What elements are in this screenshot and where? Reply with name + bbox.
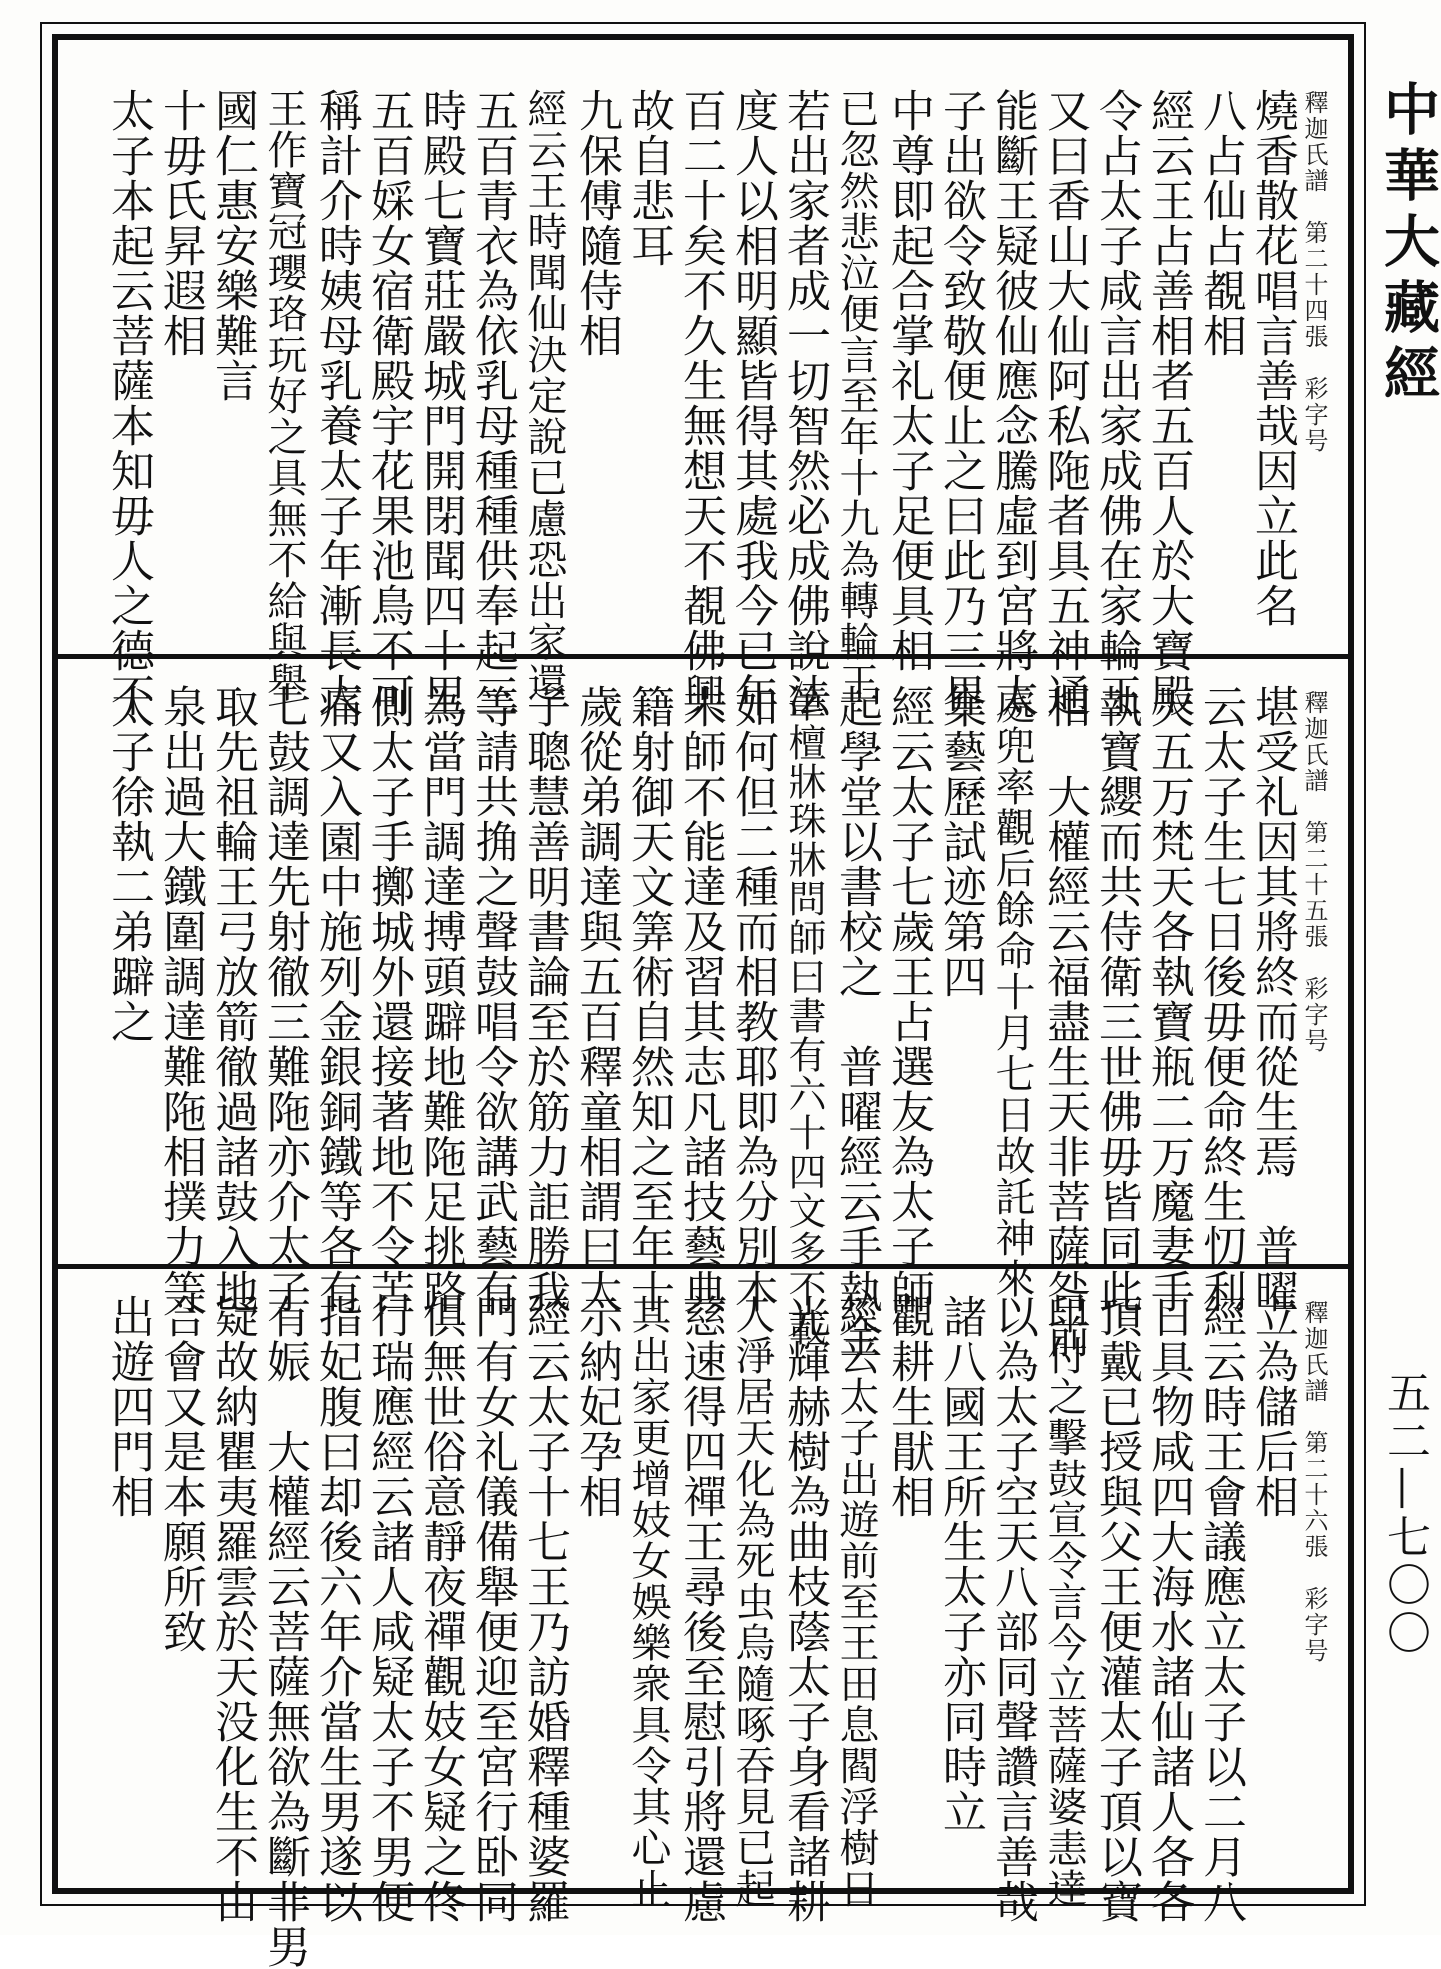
text-column: 天五万梵天各執寶瓶二万魔妻手 (1143, 684, 1194, 1314)
text-column: 等請共捔之聲鼓唱令欲講武藝有 (467, 684, 518, 1314)
text-column: 立為儲后相 (1247, 1294, 1298, 1519)
text-column: 其出家更增妓女娛樂衆具令其心止 (625, 1294, 671, 1909)
text-column: 王作寶冠瓔珞玩好之具無不給與舉 (261, 88, 307, 703)
text-column: 出遊四門相 (103, 1294, 154, 1519)
text-column: 慈速得四禪王尋後至慰引將還慮 (675, 1294, 726, 1924)
section-top-margin-note: 釋迦氏譜 第二十四張 彩字号 (1300, 90, 1328, 454)
text-column: 中尊即起合掌礼太子足便具相 (883, 88, 934, 673)
text-column: 合會又是本願所致 (155, 1294, 206, 1654)
text-column: 側太子手擲城外還接著地不令苦 (363, 684, 414, 1314)
text-column: 能斷王疑彼仙應念騰虛到宮將太 (987, 88, 1038, 718)
text-column: 經云太子出遊前至王田息閻浮樹日 (833, 1294, 879, 1909)
text-column: 經云王時聞仙決定說已慮恐出家還 (521, 88, 567, 703)
text-column: 光輝赫樹為曲枝蔭太子身看諸耕 (779, 1294, 830, 1924)
text-column: 處兜率觀后餘命十月七日故託神來 (989, 684, 1035, 1299)
text-column: 日具物咸四大海水諸仙諸人各各 (1143, 1294, 1194, 1924)
text-column: 有娠 大權經云菩薩無欲為斷非男 (259, 1294, 310, 1969)
text-column: 燒香散花唱言善哉因立此名 (1247, 88, 1298, 628)
text-column: 已忽然悲泣便言至年十九為轉輪王 (833, 88, 879, 703)
text-column: 十毋氏昇遐相 (155, 88, 206, 358)
text-column: 歲從弟調達與五百釋童相謂曰太 (571, 684, 622, 1314)
text-column: 筆檀牀珠牀問師曰書有六十四文多不載 (782, 684, 826, 1347)
text-column: 以為太子空天八部同聲讚言善哉 (987, 1294, 1038, 1924)
text-column: 云太子生七日後毋便命終生忉利 (1195, 684, 1246, 1314)
text-column: 百二十矣不久生無想天不覩佛興 (675, 88, 726, 718)
text-column: 頂戴已授與父王便灌太子頂以寶 (1091, 1294, 1142, 1924)
text-column: 經云太子七歲王占選友為太子師 (883, 684, 934, 1314)
text-column: 執寶纓而共侍衛三世佛毋皆同此 (1091, 684, 1142, 1314)
text-column: 若出家者成一切智然必成佛說法 (779, 88, 830, 718)
text-column: 國仁惠安樂難言 (207, 88, 258, 403)
text-column: 子聰慧善明書論至於筋力詎勝我 (519, 684, 570, 1314)
text-column: 為當門調達搏頭躃地難陁足挑路 (415, 684, 466, 1314)
section-bottom-margin-note: 釋迦氏譜 第二十六張 彩字号 (1300, 1300, 1328, 1664)
text-column: 五百青衣為依乳母種種供奉起三 (467, 88, 518, 718)
text-column: 疑故納瞿夷羅雲於天没化生不由 (207, 1294, 258, 1924)
collection-title: 中華大藏經 (1375, 80, 1441, 410)
text-column: 泉出過大鐵圍調達難陁相撲力等 (155, 684, 206, 1314)
text-column: 經云時王會議應立太子以二月八 (1195, 1294, 1246, 1924)
text-column: 如何但二種而相教耶即為分別本 (727, 684, 778, 1314)
text-column: 諸八國王所生太子亦同時立 (935, 1294, 986, 1834)
text-column: 太子本起云菩薩本知毋人之德不 (103, 88, 154, 718)
text-column: 指妃腹曰却後六年介當生男遂以 (311, 1294, 362, 1924)
text-column: 觀耕生猒相 (883, 1294, 934, 1519)
text-column: 堪受礼因其將終而從生焉 普曜 (1247, 684, 1298, 1314)
section-middle-margin-note: 釋迦氏譜 第二十五張 彩字号 (1300, 690, 1328, 1054)
text-column: 印付之擊鼓宣令言今立菩薩婆恚達 (1041, 1294, 1087, 1909)
text-column: 度人以相明顯皆得其處我今已年 (727, 88, 778, 718)
text-column: 相 大權經云福盡生天非菩薩咎前 (1039, 684, 1090, 1359)
page-number: 五二—七〇〇 (1379, 1370, 1430, 1658)
text-column: 子出欲令致敬便止之曰此乃三界 (935, 88, 986, 718)
text-column: 痛又入園中施列金銀銅鐵等各有 (311, 684, 362, 1314)
text-column: 取先祖輪王弓放箭徹過諸鼓入地 (207, 684, 258, 1314)
text-column: 七鼓調達先射徹三難陁亦介太子 (259, 684, 310, 1314)
text-column: 太子徐執二弟躃之 (103, 684, 154, 1044)
text-column: 經云太子十七王乃訪婚釋種婆羅 (519, 1294, 570, 1924)
text-column: 起學堂以書校之 普曜經云手執金 (831, 684, 882, 1359)
text-column: 故自悲耳 (623, 88, 674, 268)
text-column: 示納妃孕相 (571, 1294, 622, 1519)
text-column: 八占仙占覩相 (1195, 88, 1246, 358)
text-column: 令占太子咸言出家成佛在家輪王 (1091, 88, 1142, 718)
text-column: 俱無世俗意靜夜禪觀妓女疑之佟 (415, 1294, 466, 1924)
text-column: 九保傅隨侍相 (571, 88, 622, 358)
text-column: 時殿七寶莊嚴城門開閉聞四十里 (415, 88, 466, 718)
text-column: 集藝歷試迹第四 (935, 684, 986, 999)
text-column: 末師不能達及習其志凡諸技藝典 (675, 684, 726, 1314)
text-column: 五百婇女宿衛殿宇花果池鳥不可 (363, 88, 414, 718)
text-column: 又曰香山大仙阿私陁者具五神通 (1039, 88, 1090, 718)
text-column: 門有女礼儀備舉便迎至宮行卧同 (467, 1294, 518, 1924)
text-column: 人淨居天化為死虫烏隨啄吞見已起 (729, 1294, 775, 1909)
text-column: 稱計介時姨母乳養太子年漸長大 (311, 88, 362, 718)
text-column: 行瑞應經云諸人咸疑太子不男便 (363, 1294, 414, 1924)
text-column: 經云王占善相者五百人於大寶殿 (1143, 88, 1194, 718)
text-column: 籍射御天文筭術自然知之至年十 (623, 684, 674, 1314)
